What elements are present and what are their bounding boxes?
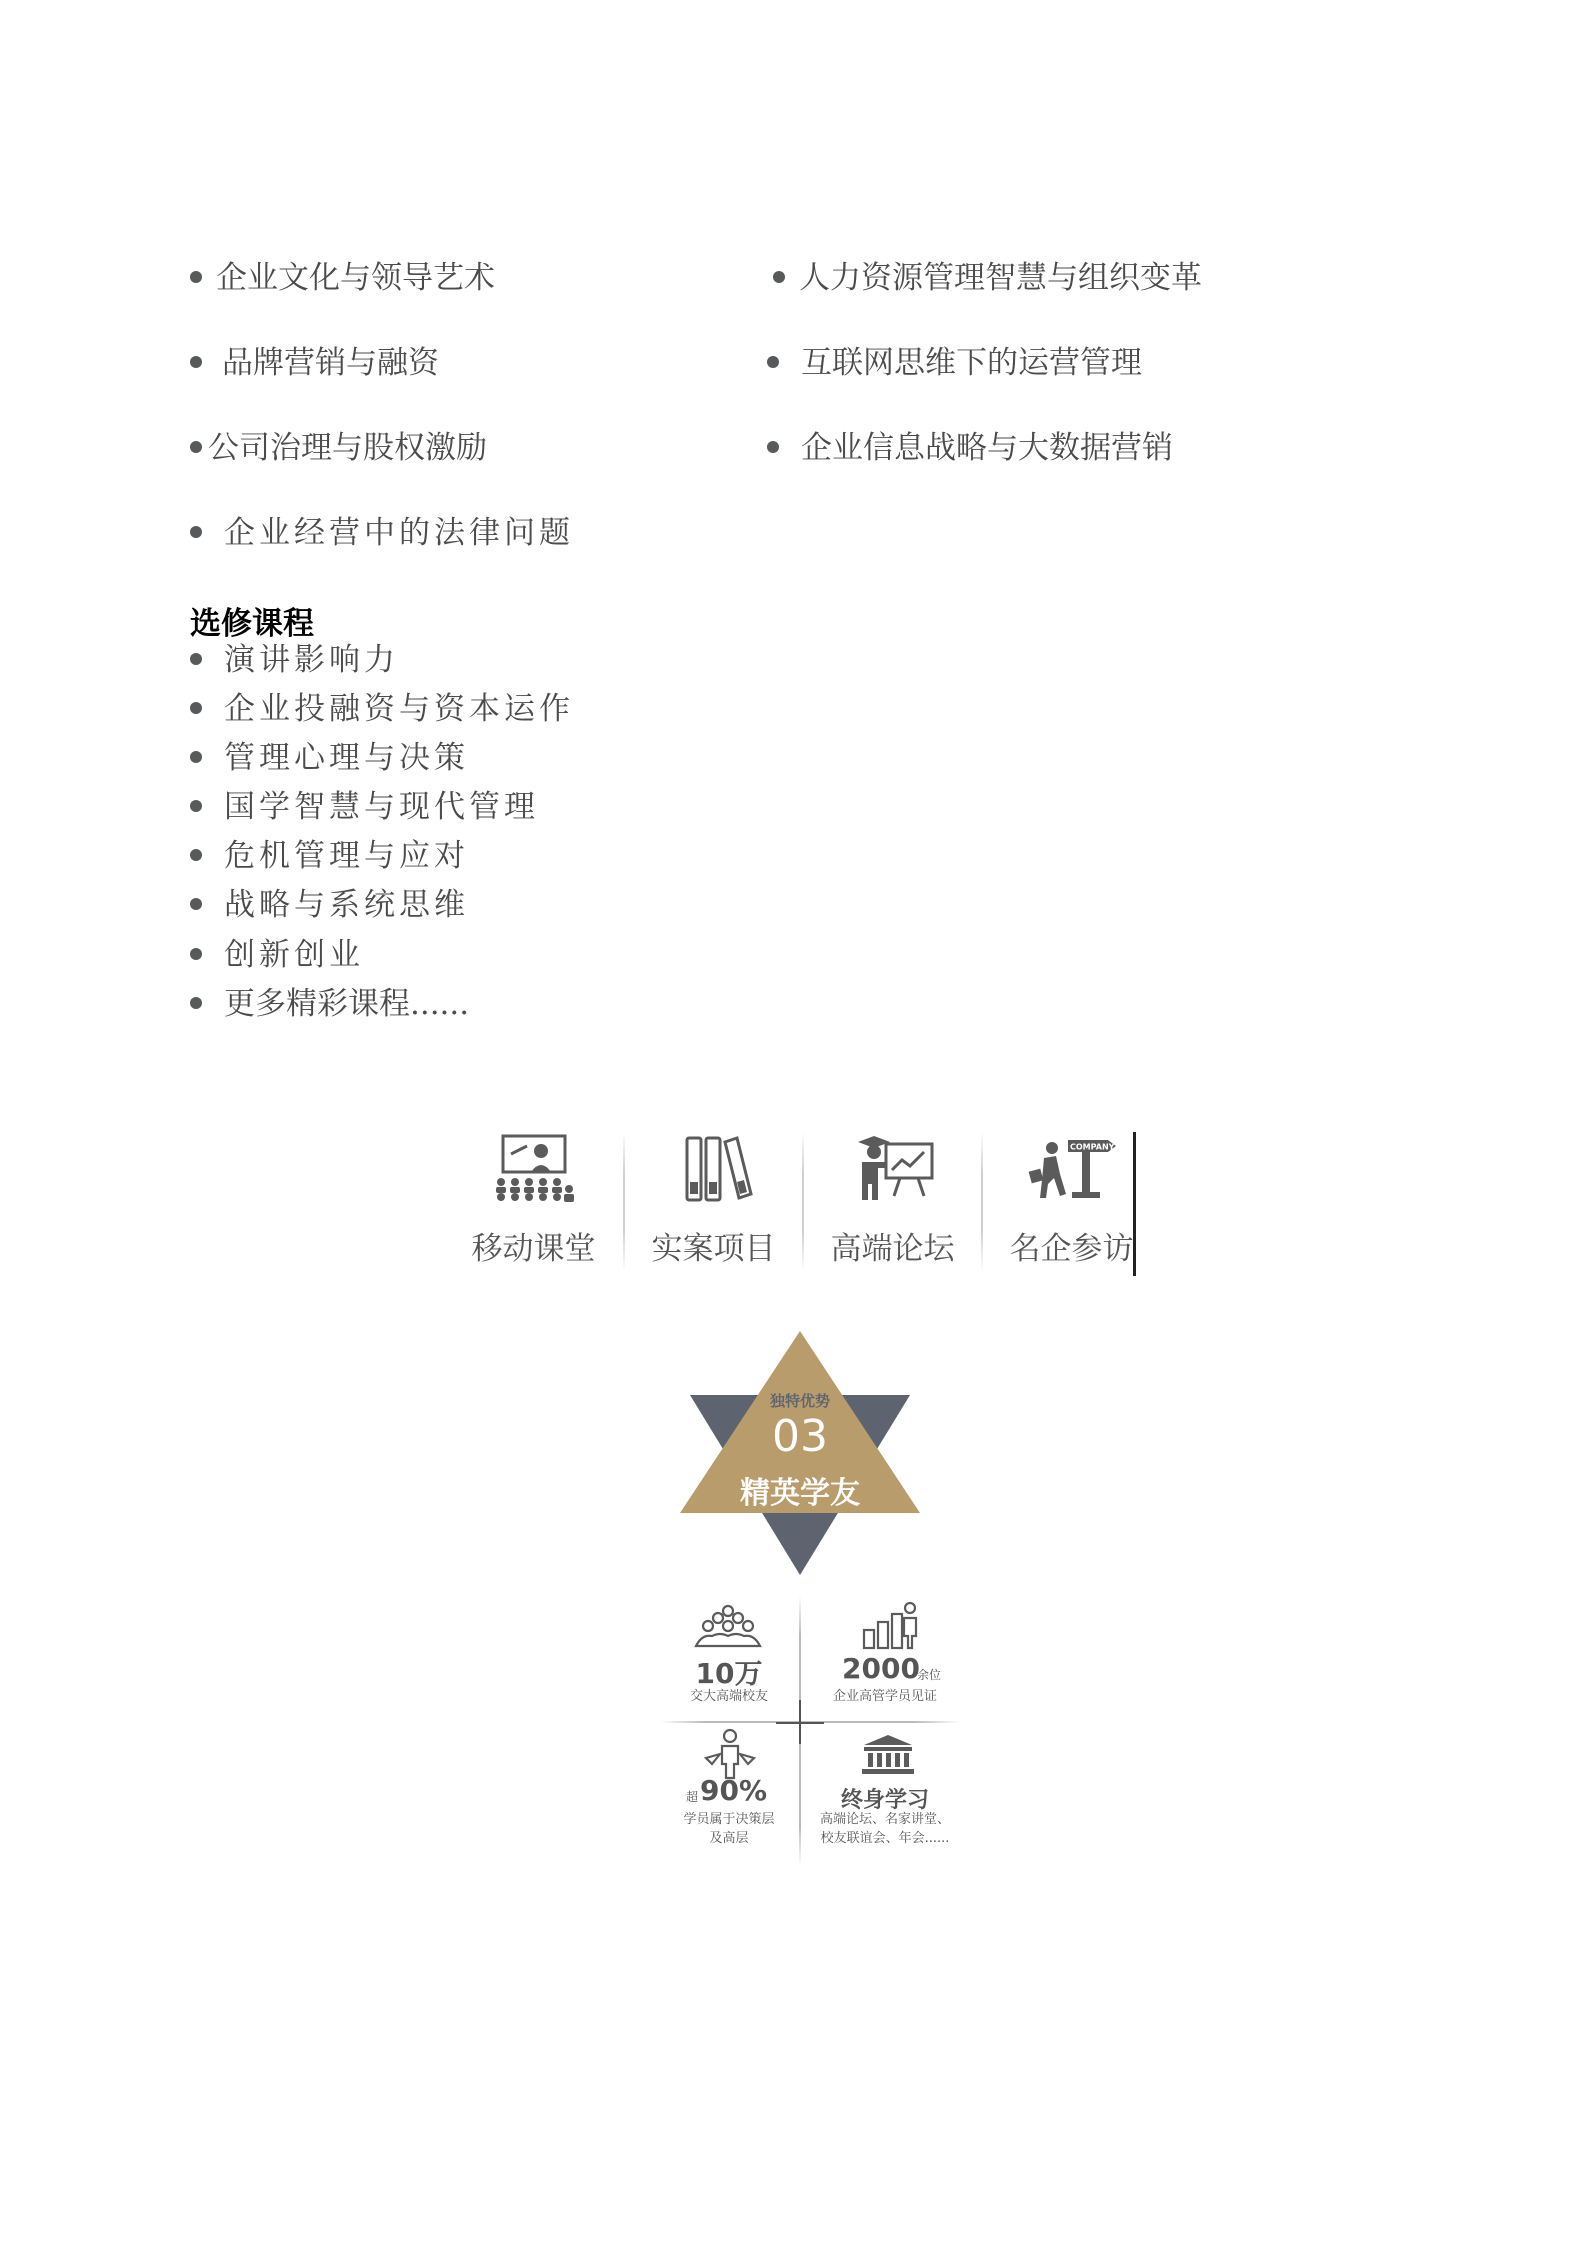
course-label: 危机管理与应对 bbox=[224, 838, 469, 874]
stat-decision-prefix: 超 bbox=[686, 1790, 699, 1804]
stat-lifelong-title: 终身学习 bbox=[840, 1788, 929, 1813]
course-label: 企业文化与领导艺术 bbox=[216, 260, 495, 296]
divider bbox=[623, 1132, 625, 1272]
stat-decision-value: 90% bbox=[700, 1774, 768, 1807]
elective-item bbox=[190, 838, 469, 874]
course-item bbox=[190, 345, 439, 381]
stat-alumni-caption: 交大高端校友 bbox=[689, 1689, 768, 1704]
course-label: 战略与系统思维 bbox=[224, 887, 469, 923]
company-sign-text: COMPANY bbox=[1069, 1142, 1114, 1152]
feature-forum bbox=[805, 1128, 980, 1268]
bullet-icon bbox=[190, 751, 202, 763]
stats-block bbox=[660, 1596, 960, 1866]
course-label: 管理心理与决策 bbox=[224, 740, 469, 776]
advantage-title: 精英学友 bbox=[740, 1476, 860, 1511]
bullet-icon bbox=[767, 356, 779, 368]
divider bbox=[981, 1132, 983, 1272]
elective-item bbox=[190, 937, 364, 973]
course-label: 演讲影响力 bbox=[224, 642, 399, 678]
course-item bbox=[190, 260, 495, 296]
bullet-icon bbox=[190, 702, 202, 714]
divider bbox=[802, 1132, 804, 1272]
text-cursor bbox=[1133, 1132, 1136, 1276]
elective-item bbox=[190, 986, 470, 1022]
course-item bbox=[767, 430, 1173, 466]
bullet-icon bbox=[767, 441, 779, 453]
elective-item bbox=[190, 789, 539, 825]
course-label: 企业经营中的法律问题 bbox=[224, 515, 574, 551]
feature-label: 移动课堂 bbox=[471, 1231, 596, 1267]
bullet-icon bbox=[190, 441, 202, 453]
bullet-icon bbox=[190, 653, 202, 665]
stat-decision-caption-1: 学员属于决策层 bbox=[683, 1812, 775, 1827]
advantage-graphic bbox=[680, 1325, 920, 1575]
advantage-tag: 独特优势 bbox=[769, 1392, 830, 1410]
feature-label: 名企参访 bbox=[1009, 1231, 1134, 1267]
elective-item bbox=[190, 642, 399, 678]
course-label: 企业信息战略与大数据营销 bbox=[801, 430, 1173, 466]
bullet-icon bbox=[190, 526, 202, 538]
course-label: 创新创业 bbox=[224, 937, 364, 973]
bullet-icon bbox=[190, 356, 202, 368]
binders-icon bbox=[626, 1134, 801, 1206]
course-item bbox=[190, 515, 574, 551]
elective-item bbox=[190, 691, 574, 727]
bullet-icon bbox=[190, 849, 202, 861]
institution-building-icon bbox=[860, 1733, 916, 1779]
bullet-icon bbox=[190, 271, 202, 283]
course-label: 企业投融资与资本运作 bbox=[224, 691, 574, 727]
stat-lifelong-caption-2: 校友联谊会、年会...... bbox=[820, 1831, 950, 1846]
feature-case-projects bbox=[626, 1128, 801, 1268]
bullet-icon bbox=[190, 948, 202, 960]
stat-executives-value: 2000 bbox=[842, 1652, 920, 1685]
stat-executives-suffix: 余位 bbox=[917, 1668, 942, 1682]
course-item bbox=[190, 430, 487, 466]
elective-heading: 选修课程 bbox=[190, 606, 314, 642]
bullet-icon bbox=[773, 271, 785, 283]
feature-label: 实案项目 bbox=[651, 1231, 776, 1267]
elective-item bbox=[190, 887, 469, 923]
stat-alumni-value: 10万 bbox=[695, 1657, 763, 1690]
course-label: 更多精彩课程...... bbox=[224, 986, 470, 1022]
bar-chart-person-icon bbox=[860, 1600, 920, 1654]
crosshair-line bbox=[799, 1700, 801, 1744]
stat-decision-caption-2: 及高层 bbox=[709, 1831, 749, 1846]
bullet-icon bbox=[190, 997, 202, 1009]
course-label: 品牌营销与融资 bbox=[222, 345, 439, 381]
classroom-icon bbox=[446, 1134, 621, 1206]
course-label: 国学智慧与现代管理 bbox=[224, 789, 539, 825]
stat-executives-caption: 企业高管学员见证 bbox=[832, 1689, 937, 1704]
alumni-group-icon bbox=[690, 1604, 766, 1652]
presentation-icon bbox=[805, 1134, 980, 1206]
course-item bbox=[773, 260, 1202, 296]
course-label: 人力资源管理智慧与组织变革 bbox=[799, 260, 1202, 296]
bullet-icon bbox=[190, 800, 202, 812]
feature-mobile-classroom bbox=[446, 1128, 621, 1268]
course-item bbox=[767, 345, 1142, 381]
advantage-number: 03 bbox=[772, 1411, 828, 1462]
course-label: 公司治理与股权激励 bbox=[208, 430, 487, 466]
stat-lifelong-caption-1: 高端论坛、名家讲堂、 bbox=[819, 1812, 950, 1827]
elective-item bbox=[190, 740, 469, 776]
course-label: 互联网思维下的运营管理 bbox=[801, 345, 1142, 381]
feature-label: 高端论坛 bbox=[830, 1231, 955, 1267]
bullet-icon bbox=[190, 898, 202, 910]
